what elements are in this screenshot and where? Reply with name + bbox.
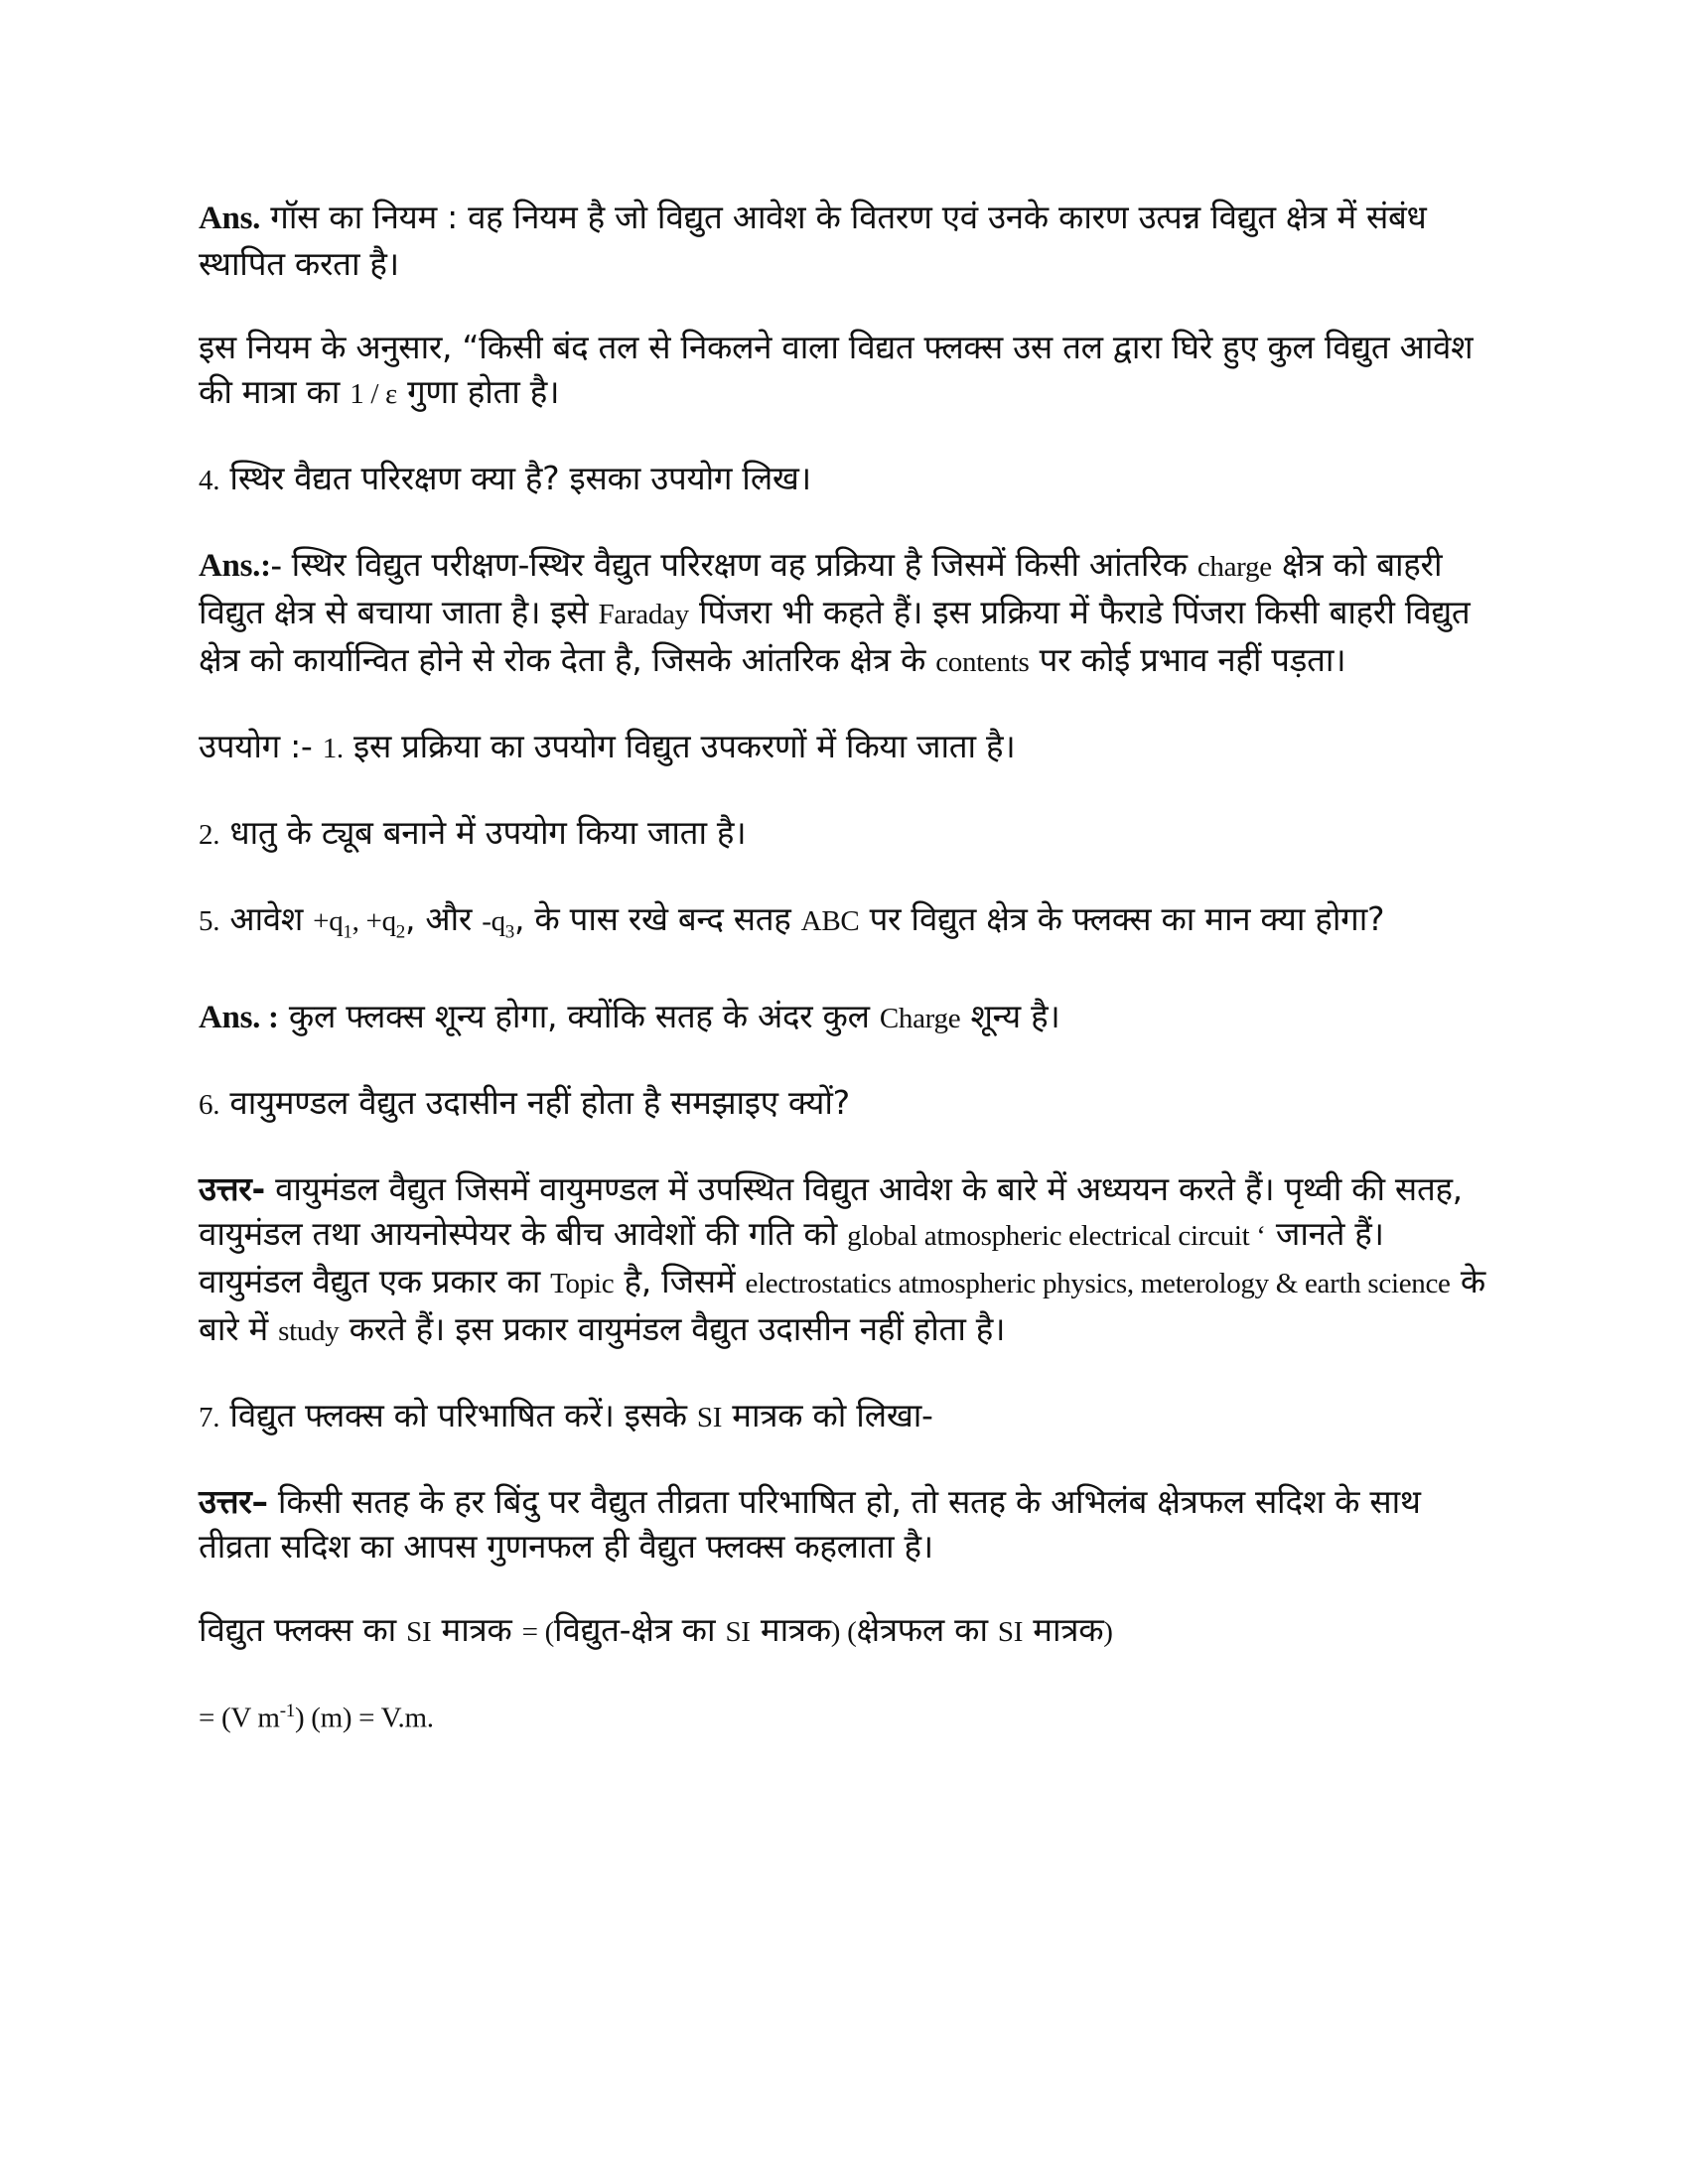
- paren: ) (: [830, 1615, 857, 1648]
- english-word: charge: [1196, 551, 1272, 583]
- use-text: इस प्रक्रिया का उपयोग विद्युत उपकरणों में किया जाता है।: [343, 727, 1016, 765]
- question-number: 5.: [199, 905, 220, 937]
- equation-text: = (V m: [199, 1702, 280, 1734]
- english-word: Charge: [879, 1002, 961, 1034]
- answer-text: वायुमंडल वैद्युत जिसमें वायुमण्डल में उपस्थित विद्युत आवेश के बारे में अध्ययन करते हैं। पृथ्वी की सतह, वायुमंडल तथा आयनोस्पेयर के बीच आवेशों की गति को: [199, 1168, 1463, 1253]
- question-6: [199, 1080, 1489, 1128]
- english-word: contents: [935, 646, 1030, 678]
- question-number: 6.: [199, 1088, 220, 1121]
- unit-text: मात्रक: [431, 1609, 522, 1649]
- si-abbrev: SI: [406, 1615, 432, 1648]
- subscript: 2: [395, 921, 405, 943]
- english-word: study: [278, 1314, 340, 1347]
- si-abbrev: SI: [725, 1615, 751, 1648]
- question-number: 7.: [199, 1401, 220, 1433]
- answer-7: [199, 1479, 1489, 1569]
- separator: , और: [405, 899, 483, 938]
- question-4: [199, 456, 1489, 503]
- subscript: 3: [504, 921, 514, 943]
- answer-text: कुल फ्लक्स शून्य होगा, क्योंकि सतह के अंदर कुल: [278, 996, 880, 1035]
- si-abbrev: SI: [997, 1615, 1024, 1648]
- unit-text: क्षेत्रफल का: [856, 1609, 998, 1649]
- gauss-law-answer: [199, 195, 1489, 286]
- answer-text: शून्य है।: [960, 996, 1060, 1035]
- statement-text-end: गुणा होता है।: [396, 372, 560, 411]
- question-text: मात्रक को लिखा-: [722, 1395, 933, 1434]
- answer-4: [199, 542, 1489, 685]
- question-text: आवेश: [219, 899, 314, 938]
- charge-q3: -q: [482, 905, 505, 937]
- question-text: विद्युत फ्लक्स को परिभाषित करें। इसके: [219, 1395, 697, 1434]
- separator: ,: [352, 905, 366, 937]
- answer-text: पिंजरा भी कहते हैं। इस प्रक्रिया में फैराडे पिंजरा किसी बाहरी विद्युत क्षेत्र को कार्यान्वित होने से रोक देता है, जिसके आंतरिक क्षेत्र के: [199, 593, 1471, 679]
- equals-paren: = (: [521, 1615, 554, 1648]
- si-unit-line: [199, 1607, 1489, 1655]
- english-phrase: global atmospheric electrical circuit ‘: [847, 1219, 1266, 1252]
- answer-label: Ans.:-: [199, 548, 282, 584]
- answer-label: उत्तर-: [199, 1168, 265, 1208]
- use-point-2: [199, 810, 1489, 858]
- unit-text: विद्युत फ्लक्स का: [199, 1609, 407, 1649]
- answer-text: जानते हैं। वायुमंडल वैद्युत एक प्रकार का: [199, 1213, 1384, 1300]
- unit-text: विद्युत-क्षेत्र का: [554, 1609, 726, 1649]
- answer-text: क्षेत्र को बाहरी विद्युत क्षेत्र से बचाया जाता है। इसे: [199, 545, 1443, 631]
- superscript: -1: [279, 1700, 295, 1721]
- equation-text: ) (m) = V.m.: [294, 1702, 434, 1734]
- unit-text: मात्रक: [750, 1609, 831, 1649]
- charge-q1: +q: [313, 905, 344, 937]
- statement-text: इस नियम के अनुसार, “किसी बंद तल से निकलने वाला विद्यत फ्लक्स उस तल द्वारा घिरे हुए कुल विद्युत आवेश की मात्रा का: [199, 328, 1474, 411]
- question-text: , के पास रखे बन्द सतह: [514, 899, 801, 938]
- point-number: 2.: [199, 819, 220, 851]
- paren: ): [1103, 1615, 1113, 1648]
- question-7: [199, 1393, 1489, 1440]
- english-word: Topic: [550, 1267, 615, 1299]
- question-5: [199, 896, 1489, 955]
- answer-text: स्थिर विद्युत परीक्षण-स्थिर वैद्युत परिरक्षण वह प्रक्रिया है जिसमें किसी आंतरिक: [281, 545, 1197, 584]
- answer-label: उत्तर–: [199, 1481, 268, 1521]
- question-text: वायुमण्डल वैद्युत उदासीन नहीं होता है समझाइए क्यों?: [219, 1082, 850, 1122]
- document-page: [199, 195, 1489, 1776]
- si-abbrev: SI: [696, 1401, 723, 1433]
- question-number: 4.: [199, 465, 220, 496]
- answer-5: [199, 994, 1489, 1041]
- answer-label: Ans. :: [199, 999, 279, 1035]
- answer-text: है, जिसमें: [614, 1261, 746, 1300]
- answer-text: किसी सतह के हर बिंदु पर वैद्युत तीव्रता परिभाषित हो, तो सतह के अभिलंब क्षेत्रफल सदिश के साथ तीव्रता सदिश का आपस गुणनफल ही वैद्युत फ्लक्स कहलाता है।: [199, 1481, 1421, 1566]
- epsilon-fraction: 1 / ε: [350, 378, 397, 410]
- si-unit-equation: [199, 1692, 1489, 1738]
- question-text: पर विद्युत क्षेत्र के फ्लक्स का मान क्या होगा?: [859, 899, 1385, 938]
- charge-q2: +q: [365, 905, 396, 937]
- use-label: उपयोग :-: [199, 727, 323, 765]
- answer-text: करते हैं। इस प्रकार वायुमंडल वैद्युत उदासीन नहीं होता है।: [339, 1308, 1006, 1348]
- answer-text: के बारे में: [199, 1261, 1485, 1348]
- unit-text: मात्रक: [1023, 1609, 1104, 1649]
- point-number: 1.: [322, 733, 344, 764]
- use-point-1: [199, 724, 1489, 771]
- answer-label: Ans.: [199, 201, 261, 236]
- use-text: धातु के ट्यूब बनाने में उपयोग किया जाता है।: [219, 813, 747, 852]
- surface-name: ABC: [800, 905, 860, 937]
- english-phrase: electrostatics atmospheric physics, meterology & earth science: [745, 1267, 1451, 1299]
- answer-6: [199, 1166, 1489, 1354]
- gauss-law-statement: [199, 325, 1489, 417]
- english-word: Faraday: [598, 599, 689, 630]
- question-text: स्थिर वैद्यत परिरक्षण क्या है? इसका उपयोग लिख।: [219, 459, 811, 497]
- answer-text: गॉस का नियम : वह नियम है जो विद्युत आवेश के वितरण एवं उनके कारण उत्पन्न विद्युत क्षेत्र में संबंध स्थापित करता है।: [199, 198, 1427, 283]
- subscript: 1: [343, 921, 352, 943]
- answer-text: पर कोई प्रभाव नहीं पड़ता।: [1029, 640, 1346, 679]
